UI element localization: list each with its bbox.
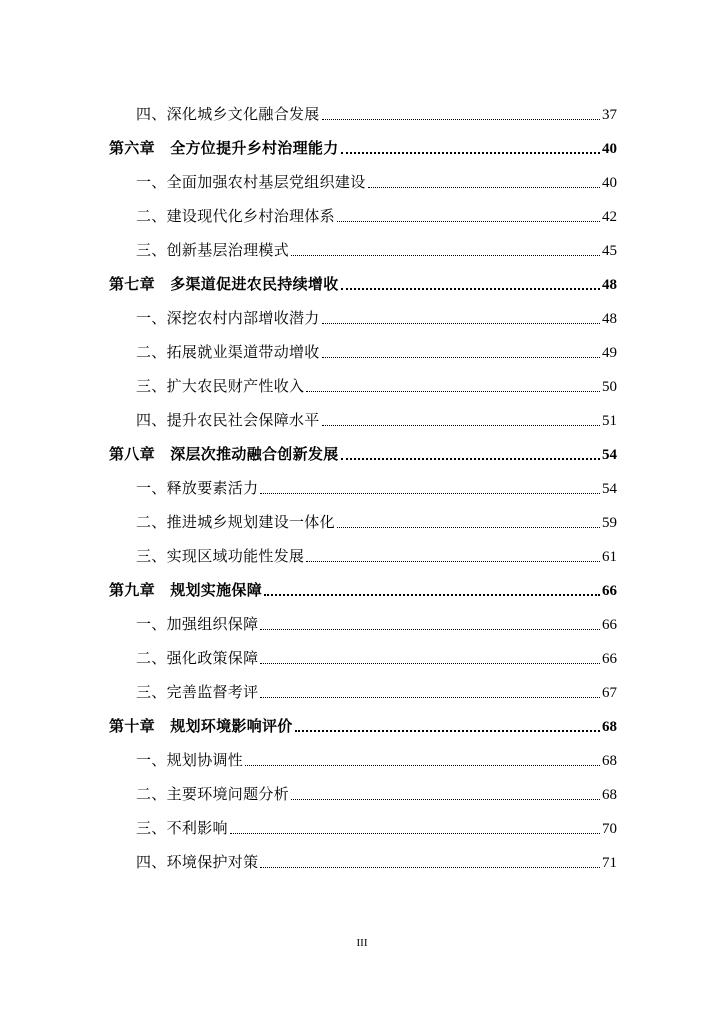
toc-entry-title: 一、规划协调性	[136, 751, 244, 769]
toc-entry-title: 四、环境保护对策	[136, 853, 259, 871]
toc-entry-title: 四、提升农民社会保障水平	[136, 411, 320, 429]
toc-entry-page: 59	[602, 515, 617, 531]
toc-entry-title: 二、建设现代化乡村治理体系	[136, 207, 335, 225]
toc-entry-title: 二、推进城乡规划建设一体化	[136, 513, 335, 531]
dot-leader	[322, 424, 600, 426]
toc-entry-title: 一、深挖农村内部增收潜力	[136, 309, 320, 327]
toc-entry-title: 第十章 规划环境影响评价	[109, 717, 293, 735]
toc-entry-page: 42	[602, 209, 617, 225]
toc-entry-title: 第六章 全方位提升乡村治理能力	[109, 139, 339, 157]
dot-leader	[291, 798, 600, 800]
toc-entry-section[interactable]	[0, 668, 724, 702]
table-of-contents	[0, 90, 724, 872]
toc-entry-page: 71	[602, 855, 617, 871]
dot-leader	[341, 151, 600, 154]
toc-entry-page: 48	[602, 277, 617, 293]
toc-entry-chapter[interactable]	[0, 702, 724, 736]
toc-entry-page: 67	[602, 685, 617, 701]
toc-entry-page: 66	[602, 617, 617, 633]
dot-leader	[368, 186, 600, 188]
toc-entry-title: 二、拓展就业渠道带动增收	[136, 343, 320, 361]
toc-entry-page: 61	[602, 549, 617, 565]
toc-entry-page: 50	[602, 379, 617, 395]
toc-entry-page: 68	[602, 719, 617, 735]
toc-entry-section[interactable]	[0, 498, 724, 532]
toc-entry-section[interactable]	[0, 464, 724, 498]
dot-leader	[291, 254, 600, 256]
toc-entry-title: 四、深化城乡文化融合发展	[136, 105, 320, 123]
toc-entry-title: 二、强化政策保障	[136, 649, 259, 667]
toc-entry-chapter[interactable]	[0, 566, 724, 600]
toc-entry-section[interactable]	[0, 192, 724, 226]
toc-entry-page: 54	[602, 481, 617, 497]
toc-entry-page: 66	[602, 583, 617, 599]
toc-entry-page: 40	[602, 175, 617, 191]
toc-entry-title: 一、释放要素活力	[136, 479, 259, 497]
dot-leader	[260, 866, 600, 868]
toc-entry-chapter[interactable]	[0, 124, 724, 158]
dot-leader	[230, 832, 600, 834]
toc-entry-title: 第九章 规划实施保障	[109, 581, 263, 599]
dot-leader	[306, 390, 600, 392]
dot-leader	[260, 662, 600, 664]
dot-leader	[341, 287, 600, 290]
dot-leader	[337, 526, 600, 528]
toc-entry-title: 一、加强组织保障	[136, 615, 259, 633]
dot-leader	[306, 560, 600, 562]
toc-entry-section[interactable]	[0, 838, 724, 872]
toc-entry-title: 一、全面加强农村基层党组织建设	[136, 173, 366, 191]
dot-leader	[260, 696, 600, 698]
page-number-footer: III	[356, 937, 368, 949]
dot-leader	[341, 457, 600, 460]
toc-entry-section[interactable]	[0, 600, 724, 634]
toc-entry-page: 49	[602, 345, 617, 361]
toc-entry-section[interactable]	[0, 90, 724, 124]
toc-entry-page: 40	[602, 141, 617, 157]
toc-entry-section[interactable]	[0, 226, 724, 260]
toc-entry-section[interactable]	[0, 158, 724, 192]
toc-entry-section[interactable]	[0, 294, 724, 328]
dot-leader	[337, 220, 600, 222]
toc-entry-chapter[interactable]	[0, 260, 724, 294]
toc-entry-page: 45	[602, 243, 617, 259]
dot-leader	[264, 593, 600, 596]
dot-leader	[322, 322, 600, 324]
toc-entry-title: 三、完善监督考评	[136, 683, 259, 701]
toc-entry-title: 二、主要环境问题分析	[136, 785, 290, 803]
toc-entry-title: 三、扩大农民财产性收入	[136, 377, 305, 395]
toc-entry-page: 48	[602, 311, 617, 327]
dot-leader	[322, 118, 600, 120]
toc-entry-page: 66	[602, 651, 617, 667]
toc-entry-section[interactable]	[0, 396, 724, 430]
dot-leader	[260, 492, 600, 494]
toc-entry-section[interactable]	[0, 804, 724, 838]
toc-entry-page: 54	[602, 447, 617, 463]
toc-entry-section[interactable]	[0, 634, 724, 668]
toc-entry-section[interactable]	[0, 532, 724, 566]
toc-entry-page: 37	[602, 107, 617, 123]
dot-leader	[245, 764, 600, 766]
toc-entry-title: 三、不利影响	[136, 819, 228, 837]
toc-entry-title: 三、创新基层治理模式	[136, 241, 290, 259]
toc-entry-section[interactable]	[0, 328, 724, 362]
dot-leader	[322, 356, 600, 358]
toc-entry-chapter[interactable]	[0, 430, 724, 464]
toc-entry-section[interactable]	[0, 362, 724, 396]
toc-entry-page: 51	[602, 413, 617, 429]
toc-entry-section[interactable]	[0, 736, 724, 770]
dot-leader	[260, 628, 600, 630]
toc-entry-page: 68	[602, 753, 617, 769]
toc-entry-page: 70	[602, 821, 617, 837]
toc-entry-title: 第七章 多渠道促进农民持续增收	[109, 275, 339, 293]
toc-entry-title: 三、实现区域功能性发展	[136, 547, 305, 565]
toc-entry-page: 68	[602, 787, 617, 803]
dot-leader	[295, 729, 600, 732]
toc-entry-title: 第八章 深层次推动融合创新发展	[109, 445, 339, 463]
toc-entry-section[interactable]	[0, 770, 724, 804]
